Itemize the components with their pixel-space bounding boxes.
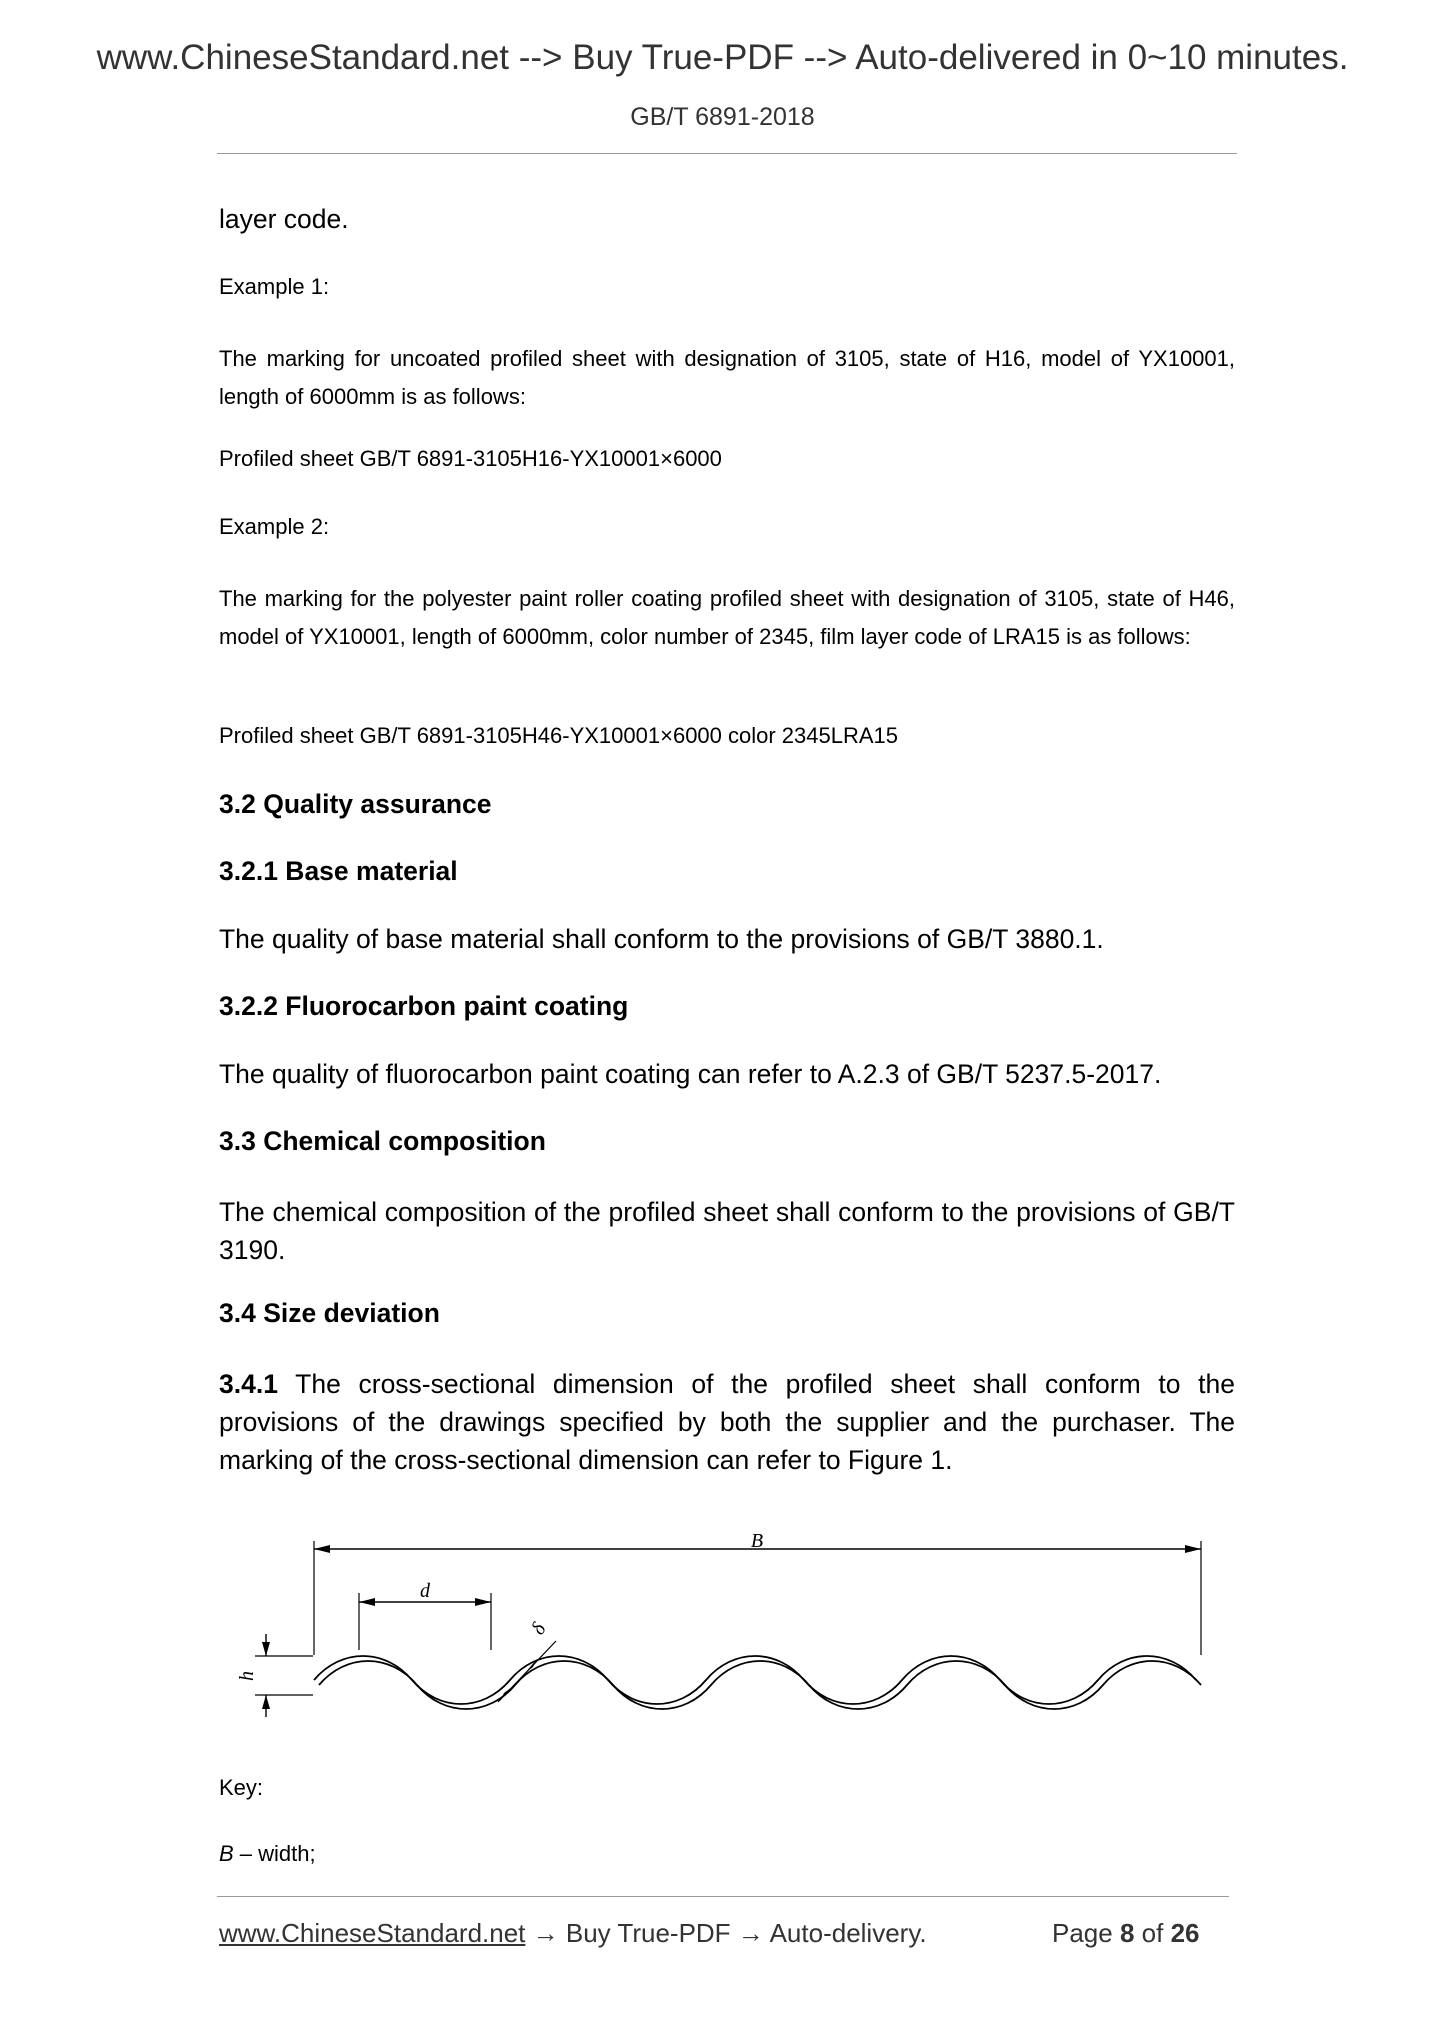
page-indicator bbox=[1052, 1918, 1200, 1949]
document-id: GB/T 6891-2018 bbox=[630, 103, 815, 131]
page-total: 26 bbox=[1170, 1918, 1200, 1948]
clause-number-3-4-1: 3.4.1 bbox=[219, 1369, 278, 1399]
heading-3-2: 3.2 Quality assurance bbox=[219, 789, 492, 819]
text-3-2-2: The quality of fluorocarbon paint coating can refer to A.2.3 of GB/T 5237.5-2017. bbox=[219, 1059, 1162, 1089]
heading-3-3: 3.3 Chemical composition bbox=[219, 1126, 546, 1156]
example1-marking: Profiled sheet GB/T 6891-3105H16-YX10001×6000 bbox=[219, 446, 722, 471]
d-arrow-right bbox=[475, 1598, 491, 1606]
page-word: Page bbox=[1052, 1918, 1113, 1948]
key-b-description: – width; bbox=[233, 1841, 316, 1866]
heading-3-2-2: 3.2.2 Fluorocarbon paint coating bbox=[219, 991, 629, 1021]
text-3-3: The chemical composition of the profiled sheet shall conform to the provisions of GB/T 3190. bbox=[219, 1197, 1235, 1265]
example2-description: The marking for the polyester paint roller coating profiled sheet with designation of 3105, state of H46, model of YX10001, length of 6000mm, color number of 2345, film layer code of LRA15 is as follows: bbox=[219, 586, 1235, 649]
label-b: B bbox=[750, 1530, 764, 1552]
text-3-4-1: The cross-sectional dimension of the profiled sheet shall conform to the provisions of the drawings specified by both the supplier and the purchaser. The marking of the cross-sectional dimension can refer to Figure 1. bbox=[219, 1369, 1235, 1475]
label-d: d bbox=[420, 1580, 430, 1602]
h-arrow-top bbox=[262, 1642, 270, 1656]
footer-links bbox=[219, 1918, 927, 1949]
continued-text: layer code. bbox=[219, 204, 349, 234]
profile-outer-line bbox=[314, 1656, 1196, 1704]
footer-auto-text: Auto-delivery. bbox=[769, 1918, 927, 1948]
footer-divider bbox=[217, 1896, 1229, 1897]
footer-site-link[interactable]: www.ChineseStandard.net bbox=[219, 1918, 526, 1948]
footer-buy-text: Buy True-PDF bbox=[565, 1918, 731, 1948]
d-arrow-left bbox=[359, 1598, 375, 1606]
example2-marking: Profiled sheet GB/T 6891-3105H46-YX10001×6000 color 2345LRA15 bbox=[219, 723, 899, 748]
label-h: h bbox=[236, 1671, 258, 1681]
footer-arrow-1: → bbox=[525, 1918, 566, 1948]
heading-3-2-1: 3.2.1 Base material bbox=[219, 856, 458, 886]
of-word: of bbox=[1141, 1918, 1164, 1948]
heading-3-4: 3.4 Size deviation bbox=[219, 1298, 440, 1328]
b-arrow-right bbox=[1185, 1545, 1201, 1553]
key-b-symbol: B bbox=[219, 1841, 234, 1866]
b-arrow-left bbox=[314, 1545, 330, 1553]
example1-label: Example 1: bbox=[219, 274, 330, 299]
page-number: 8 bbox=[1119, 1918, 1135, 1948]
key-label: Key: bbox=[219, 1775, 264, 1800]
h-arrow-bottom bbox=[262, 1695, 270, 1709]
footer-arrow-2: → bbox=[730, 1918, 770, 1948]
example2-label: Example 2: bbox=[219, 514, 330, 539]
site-banner: www.ChineseStandard.net --> Buy True-PDF --> Auto-delivered in 0~10 minutes. bbox=[96, 38, 1349, 77]
text-3-2-1: The quality of base material shall conform to the provisions of GB/T 3880.1. bbox=[219, 924, 1104, 954]
example1-description: The marking for uncoated profiled sheet with designation of 3105, state of H16, model of YX10001, length of 6000mm is as follows: bbox=[219, 346, 1235, 409]
label-delta: δ bbox=[526, 1619, 551, 1639]
key-item-b bbox=[219, 1841, 316, 1867]
